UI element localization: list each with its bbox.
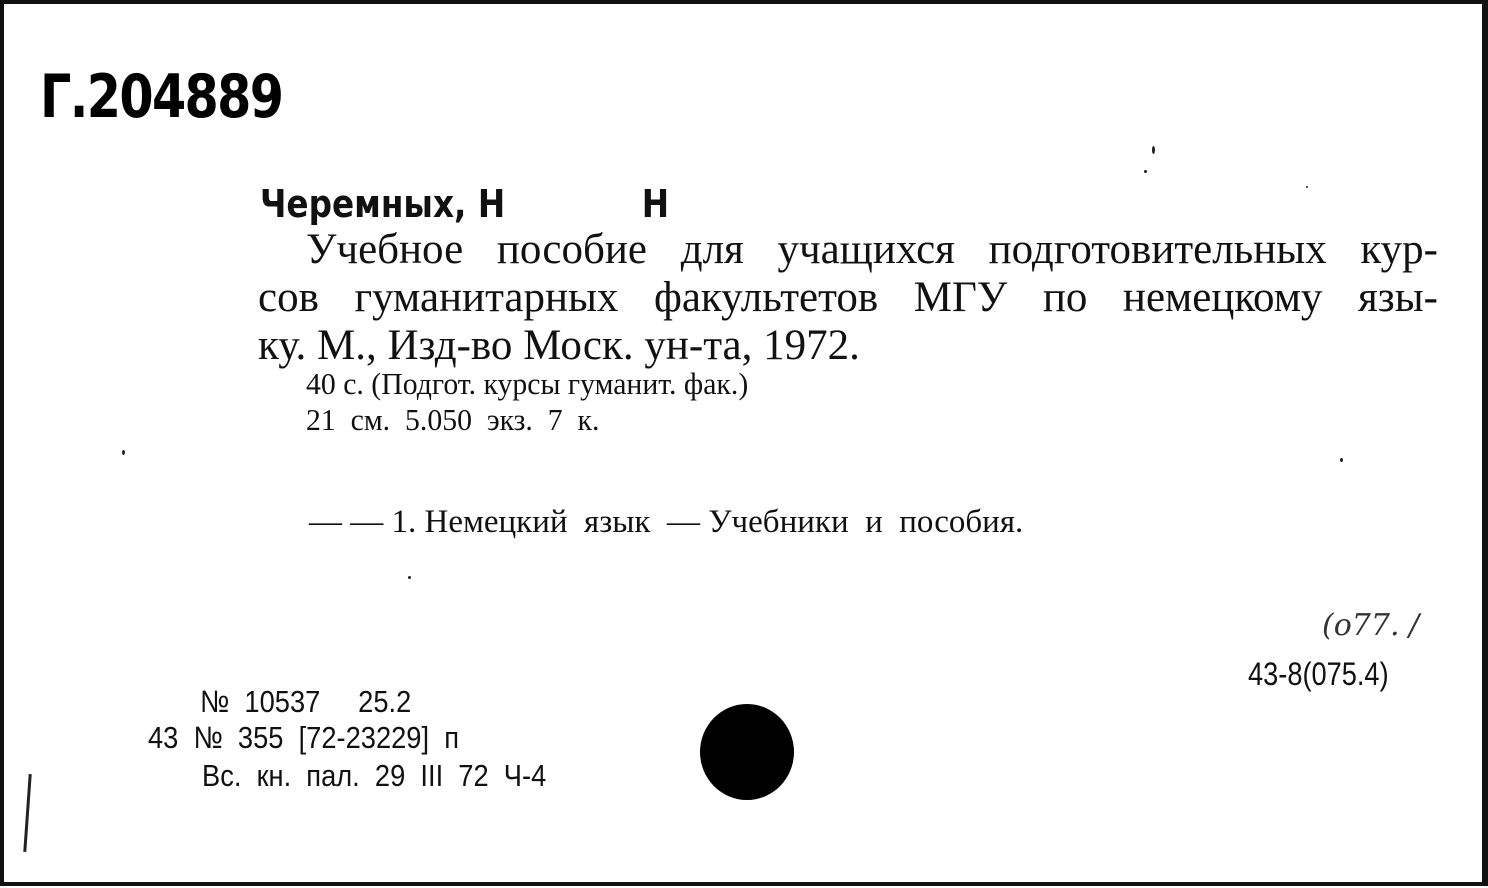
handwritten-classification: (о77. / [1322, 608, 1420, 643]
title-line-2: сов гуманитарных факультетов МГУ по немецкому язы- [258, 274, 1438, 321]
speck [1152, 146, 1155, 154]
punch-hole [700, 704, 794, 800]
speck [408, 576, 411, 579]
title-line-3: ку. М., Изд-во Моск. ун-та, 1972. [258, 322, 860, 369]
footer-line-1: № 10537 25.2 [200, 684, 412, 719]
pagination-series: 40 с. (Подгот. курсы гуманит. фак.) [306, 366, 749, 401]
subject-heading: — — 1. Немецкий язык — Учебники и пособия. [309, 504, 1024, 540]
title-line-1: Учебное пособие для учащихся подготовительных кур- [306, 226, 1438, 273]
title-description [258, 226, 1438, 370]
author-heading: Черемных, Н Н [260, 182, 670, 226]
footer-line-2: 43 № 355 [72-23229] п [148, 720, 459, 755]
size-edition-price: 21 см. 5.050 экз. 7 к. [306, 402, 600, 437]
speck [1340, 458, 1343, 462]
margin-mark [23, 774, 31, 852]
call-number: Г.204889 [40, 62, 283, 132]
udc-classification: 43-8(075.4) [1248, 656, 1389, 692]
speck [1144, 170, 1147, 173]
speck [122, 450, 125, 455]
footer-line-3: Вс. кн. пал. 29 III 72 Ч-4 [202, 758, 547, 793]
speck [1306, 186, 1308, 188]
